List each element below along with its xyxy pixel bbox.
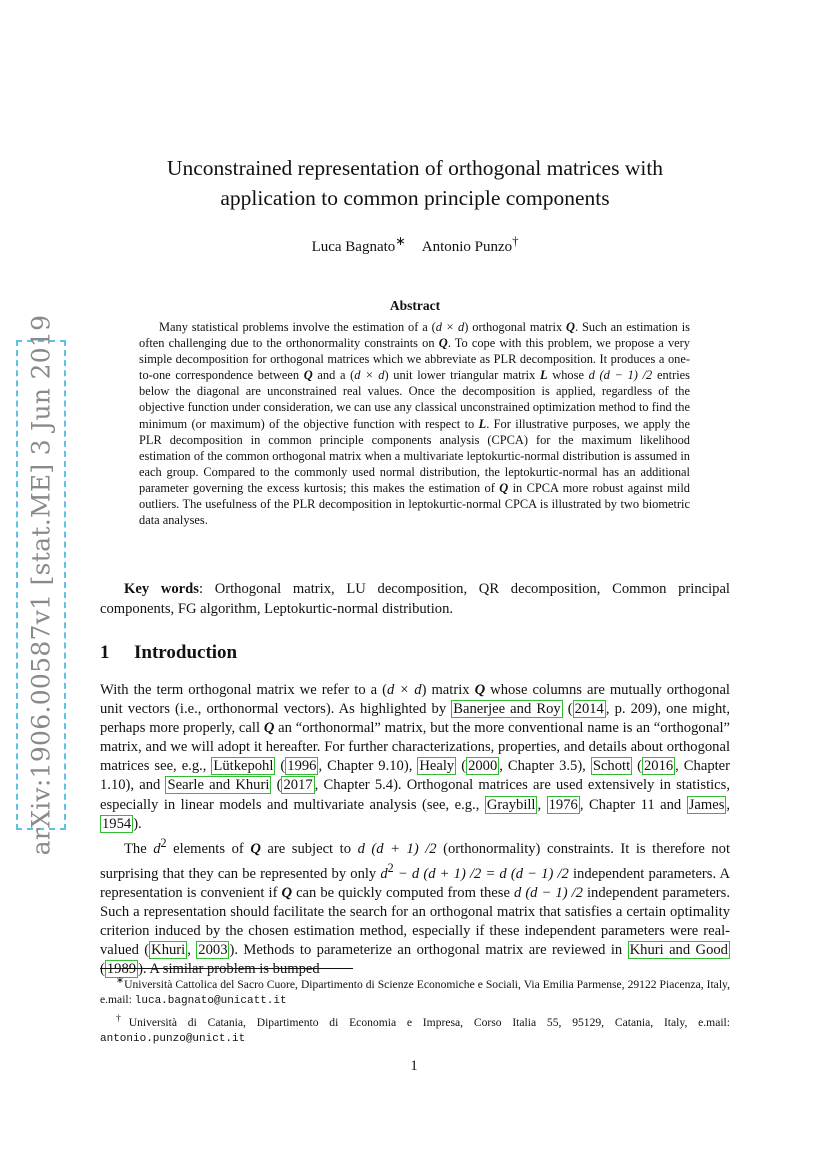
- author-list: [100, 233, 730, 256]
- email-link[interactable]: antonio.punzo@unict.it: [100, 1032, 246, 1045]
- citation-link[interactable]: 1954: [102, 815, 132, 832]
- introduction-body: [100, 681, 730, 979]
- citation-link[interactable]: 2014: [574, 701, 604, 718]
- section-heading: [100, 642, 237, 664]
- footnote-marker[interactable]: ∗: [395, 234, 406, 248]
- abstract-body: Many statistical problems involve the estimation of a (d × d) orthogonal matrix Q. Such an estimation is often challenging due to the orthonormality constraints on Q. To cope with this problem, we propose a very simple decomposition for orthogonal matrices which we abbreviate as PLR decomposition. It produces a one-to-one correspondence between Q and a (d × d) unit lower triangular matrix L whose d (d − 1) /2 entries below the diagonal are unconstrained real values. Once the decomposition is applied, regardless of the objective function under consideration, we can use any classical unconstrained optimization method to find the minimum (or maximum) of the objective function with respect to L. For illustrative purposes, we apply the PLR decomposition in common principle components analysis (CPCA) for the maximum likelihood estimation of the common orthogonal matrix when a multivariate leptokurtic-normal distribution is assumed in each group. Compared to the commonly used normal distribution, the leptokurtic-normal has an additional parameter governing the excess kurtosis; this makes the estimation of Q in CPCA more robust against mild outliers. The usefulness of the PLR decomposition in leptokurtic-normal CPCA is illustrated by two biometric data analyses.: [139, 320, 690, 528]
- citation-link[interactable]: Khuri: [151, 941, 186, 958]
- author-name: Antonio Punzo: [421, 239, 513, 255]
- citation-link[interactable]: Graybill: [486, 796, 536, 813]
- citation-link[interactable]: Searle and Khuri: [167, 777, 270, 794]
- keywords-label: Key words: [124, 581, 199, 597]
- footnote: †Università di Catania, Dipartimento di Economia e Impresa, Corso Italia 55, 95129, Catania, Italy, e.mail: antonio.punzo@unict.it: [100, 1012, 730, 1045]
- paragraph: The $d^2$ elements of Q are subject to d (d + 1) /2 (orthonormality) constraints. It is therefore not surprising that they can be represented by only $d^2 - d$ (d + 1) /2 = d (d − 1) /2 independent parameters. A representation is convenient if Q can be quickly computed from these d (d − 1) /2 independent parameters. Such a representation should facilitate the search for an orthogonal matrix that satisfies a certain optimality criterion induced by the chosen estimation method, especially if these independent parameters were real-valued ( Khuri , 2003 ). Methods to parameterize an orthogonal matrix are reviewed in Khuri and Good ( 1989 ). A similar problem is bumped: [100, 835, 730, 978]
- footnote-divider: [100, 968, 353, 969]
- paper-title: [100, 153, 730, 213]
- citation-link[interactable]: Khuri and Good: [629, 941, 728, 958]
- paragraph: With the term orthogonal matrix we refer to a (d × d) matrix Q whose columns are mutually orthogonal unit vectors (i.e., orthonormal vectors). As highlighted by Banerjee and Roy ( 2014 , p. 209), one might, perhaps more properly, call Q an “orthonormal” matrix, but the more conventional name is an “orthogonal” matrix, and we will adopt it hereafter. For further characterizations, properties, and details about orthogonal matrices see, e.g., Lütkepohl ( 1996 , Chapter 9.10), Healy ( 2000 , Chapter 3.5), Schott ( 2016 , Chapter 1.10), and Searle and Khuri ( 2017 , Chapter 5.4). Orthogonal matrices are used extensively in statistics, especially in linear models and multivariate analysis (see, e.g., Graybill , 1976 , Chapter 11 and James , 1954 ).: [100, 682, 731, 832]
- citation-link[interactable]: 1989: [106, 961, 137, 978]
- citation-link[interactable]: Banerjee and Roy: [453, 701, 561, 718]
- arxiv-id: arXiv:1906.00587v1 [stat.ME] 3 Jun 2019: [26, 314, 56, 856]
- citation-link[interactable]: 2000: [468, 758, 498, 775]
- citation-link[interactable]: Lütkepohl: [213, 758, 274, 775]
- citation-link[interactable]: James: [688, 796, 725, 813]
- citation-link[interactable]: 1976: [548, 796, 578, 813]
- citation-link[interactable]: Healy: [419, 758, 455, 775]
- citation-link[interactable]: Schott: [592, 758, 631, 775]
- citation-link[interactable]: 2017: [283, 777, 313, 794]
- footnotes: [100, 973, 730, 1049]
- keywords-text: : Orthogonal matrix, LU decomposition, QR decomposition, Common principal components, FG algorithm, Leptokurtic-normal distribution.: [100, 581, 730, 617]
- arxiv-watermark: [16, 314, 66, 856]
- author-name: Luca Bagnato: [311, 239, 396, 255]
- section-number: 1: [100, 642, 110, 663]
- section-title: Introduction: [134, 642, 238, 663]
- citation-link[interactable]: 2016: [643, 758, 674, 775]
- footnote: ∗Università Cattolica del Sacro Cuore, Dipartimento di Scienze Economiche e Sociali, Via Emilia Parmense, 29122 Piacenza, Italy, e.mail: luca.bagnato@unicatt.it: [100, 975, 730, 1007]
- abstract-heading: Abstract: [389, 298, 441, 313]
- page-number: 1: [410, 1058, 418, 1074]
- citation-link[interactable]: 2003: [198, 941, 228, 958]
- citation-link[interactable]: 1996: [287, 758, 317, 775]
- title-line-1: Unconstrained representation of orthogonal matrices with: [166, 156, 664, 180]
- footnote-marker[interactable]: †: [512, 234, 519, 248]
- email-link[interactable]: luca.bagnato@unicatt.it: [134, 994, 287, 1007]
- keywords: [100, 580, 730, 619]
- title-line-2: application to common principle components: [220, 186, 610, 210]
